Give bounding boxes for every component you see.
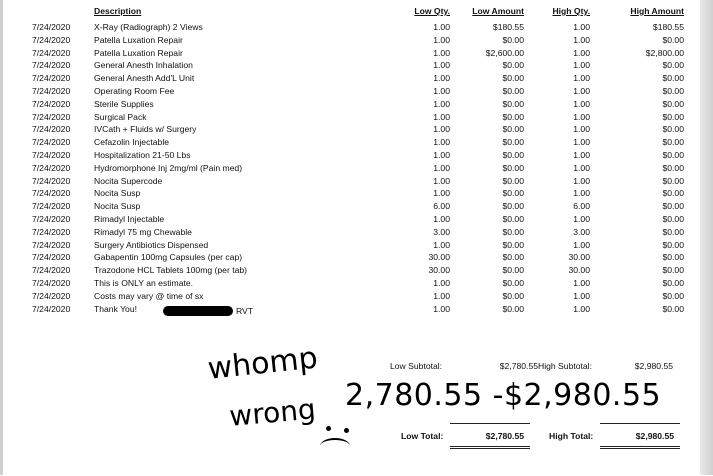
row-date: 7/24/2020 [32,239,71,250]
row-high-qty: 1.00 [573,239,590,250]
header-low-qty: Low Qty. [414,6,450,16]
row-high-amount: $0.00 [662,60,684,71]
row-date: 7/24/2020 [32,34,71,45]
row-low-amount: $0.00 [502,34,524,45]
row-high-amount: $0.00 [662,124,684,135]
redacted-signature [163,306,233,316]
frown-face-right-eye [344,428,349,433]
low-total-value: $2,780.55 [485,431,524,441]
row-low-qty: 1.00 [433,22,450,32]
row-low-amount: $0.00 [502,98,524,109]
row-low-qty: 1.00 [433,86,450,96]
signature-suffix: RVT [236,306,254,316]
high-total-label: High Total: [549,431,594,441]
row-date: 7/24/2020 [32,303,71,314]
row-description: This is ONLY an estimate. [94,278,194,288]
row-high-qty: 1.00 [573,278,590,288]
row-low-qty: 1.00 [433,34,450,45]
row-high-amount: $0.00 [662,239,684,250]
row-low-qty: 1.00 [433,73,450,84]
row-description: Gabapentin 100mg Capsules (per cap) [94,252,243,263]
row-high-qty: 1.00 [573,214,590,224]
header-high-amount: High Amount [630,6,684,16]
row-high-amount: $180.55 [652,22,684,32]
row-high-amount: $0.00 [662,252,684,263]
row-high-qty: 1.00 [573,124,590,135]
row-description: Rimadyl 75 mg Chewable [94,226,192,237]
high-subtotal-label: High Subtotal: [538,361,592,371]
low-total-label: Low Total: [401,431,444,441]
frown-face-left-eye [326,426,331,431]
row-low-amount: $0.00 [502,239,524,250]
row-low-qty: 1.00 [433,175,450,186]
row-low-qty: 1.00 [433,188,450,199]
row-low-amount: $0.00 [502,252,524,263]
row-low-amount: $0.00 [502,137,524,148]
row-low-amount: $0.00 [502,201,524,212]
row-high-qty: 1.00 [573,86,590,96]
row-low-amount: $0.00 [502,226,524,237]
high-total-rule-top [600,423,680,424]
row-high-qty: 1.00 [573,98,590,109]
page-right-edge [700,0,713,475]
row-low-amount: $0.00 [502,303,524,314]
row-description: IVCath + Fluids w/ Surgery [94,124,197,135]
row-high-amount: $0.00 [662,226,684,237]
row-low-qty: 1.00 [433,278,450,288]
row-date: 7/24/2020 [32,201,71,212]
row-high-amount: $0.00 [662,188,684,199]
row-date: 7/24/2020 [32,124,71,135]
row-description: Sterile Supplies [94,98,154,109]
row-date: 7/24/2020 [32,150,71,160]
row-low-qty: 1.00 [433,137,450,148]
row-low-amount: $2,600.00 [485,47,524,58]
row-date: 7/24/2020 [32,60,71,71]
row-low-amount: $0.00 [502,265,524,276]
header-high-qty: High Qty. [552,6,590,16]
row-high-amount: $0.00 [662,34,684,45]
low-total-rule-top [450,423,530,424]
row-low-qty: 1.00 [433,98,450,109]
frown-face-mouth [320,438,350,454]
row-high-qty: 1.00 [573,34,590,45]
row-description: Nocita Supercode [94,175,163,186]
row-high-amount: $0.00 [662,214,684,224]
row-description: General Anesth Add'L Unit [94,73,195,84]
row-date: 7/24/2020 [32,162,71,173]
row-low-qty: 1.00 [433,290,450,301]
row-description: Thank You! [94,303,138,314]
row-date: 7/24/2020 [32,290,71,301]
row-low-qty: 1.00 [433,162,450,173]
row-high-amount: $0.00 [662,73,684,84]
row-high-qty: 1.00 [573,175,590,186]
row-description: Nocita Susp [94,201,141,212]
high-total-rule-bottom-2 [600,448,680,449]
high-subtotal-value: $2,980.55 [634,361,673,371]
row-low-amount: $0.00 [502,214,524,224]
row-high-amount: $0.00 [662,265,684,276]
row-date: 7/24/2020 [32,175,71,186]
row-description: Cefazolin Injectable [94,137,170,148]
row-high-qty: 1.00 [573,162,590,173]
row-low-qty: 1.00 [433,150,450,160]
header-description: Description [94,6,142,16]
low-total-rule-bottom-2 [450,448,530,449]
row-date: 7/24/2020 [32,265,71,276]
handwriting-wrong: wrong [228,392,318,433]
row-date: 7/24/2020 [32,98,71,109]
row-high-qty: 1.00 [573,290,590,301]
row-high-qty: 1.00 [573,111,590,122]
row-low-amount: $0.00 [502,73,524,84]
row-high-qty: 30.00 [568,252,590,263]
row-low-amount: $0.00 [502,124,524,135]
row-low-amount: $0.00 [502,162,524,173]
row-high-amount: $0.00 [662,290,684,301]
row-high-amount: $0.00 [662,175,684,186]
header-low-amount: Low Amount [472,6,524,16]
row-high-amount: $0.00 [662,86,684,96]
row-date: 7/24/2020 [32,188,71,199]
row-description: Costs may vary @ time of sx [94,290,204,301]
row-description: X-Ray (Radiograph) 2 Views [94,22,203,32]
row-high-amount: $0.00 [662,150,684,160]
row-low-amount: $0.00 [502,175,524,186]
row-low-amount: $0.00 [502,278,524,288]
row-date: 7/24/2020 [32,47,71,58]
row-low-amount: $0.00 [502,60,524,71]
row-low-amount: $0.00 [502,86,524,96]
row-description: Surgical Pack [94,111,147,122]
page-left-edge [0,0,3,475]
row-high-qty: 1.00 [573,137,590,148]
row-high-qty: 6.00 [573,201,590,212]
row-high-qty: 1.00 [573,150,590,160]
row-high-qty: 1.00 [573,303,590,314]
handwriting-amount: 2,780.55 -$2,980.55 [345,378,662,413]
row-low-qty: 1.00 [433,239,450,250]
row-low-qty: 3.00 [433,226,450,237]
row-low-qty: 6.00 [433,201,450,212]
row-description: General Anesth Inhalation [94,60,193,71]
row-low-qty: 30.00 [428,252,450,263]
row-date: 7/24/2020 [32,137,71,148]
row-high-amount: $0.00 [662,278,684,288]
row-high-amount: $2,800.00 [645,47,684,58]
row-date: 7/24/2020 [32,73,71,84]
row-low-amount: $0.00 [502,150,524,160]
row-date: 7/24/2020 [32,226,71,237]
row-description: Rimadyl Injectable [94,214,165,224]
row-low-amount: $180.55 [492,22,524,32]
row-date: 7/24/2020 [32,22,71,32]
row-high-amount: $0.00 [662,111,684,122]
row-high-qty: 1.00 [573,73,590,84]
row-low-qty: 1.00 [433,214,450,224]
row-high-qty: 1.00 [573,60,590,71]
row-low-qty: 1.00 [433,303,450,314]
row-high-amount: $0.00 [662,303,684,314]
low-total-rule-bottom [450,446,530,447]
row-high-qty: 1.00 [573,47,590,58]
row-low-qty: 1.00 [433,111,450,122]
row-low-amount: $0.00 [502,111,524,122]
handwriting-whomp: whomp [206,340,320,387]
row-high-amount: $0.00 [662,201,684,212]
high-total-value: $2,980.55 [635,431,674,441]
row-description: Trazodone HCL Tablets 100mg (per tab) [94,265,248,276]
row-date: 7/24/2020 [32,111,71,122]
row-description: Patella Luxation Repair [94,47,183,58]
row-description: Operating Room Fee [94,86,175,96]
row-description: Surgery Antibiotics Dispensed [94,239,209,250]
row-low-qty: 1.00 [433,60,450,71]
row-low-amount: $0.00 [502,290,524,301]
row-date: 7/24/2020 [32,214,71,224]
row-low-amount: $0.00 [502,188,524,199]
row-high-qty: 1.00 [573,188,590,199]
row-description: Patella Luxation Repair [94,34,183,45]
row-description: Hydromorphone Inj 2mg/ml (Pain med) [94,162,243,173]
row-low-qty: 1.00 [433,47,450,58]
row-low-qty: 30.00 [428,265,450,276]
row-high-amount: $0.00 [662,137,684,148]
low-subtotal-label: Low Subtotal: [390,361,443,371]
row-date: 7/24/2020 [32,86,71,96]
row-high-amount: $0.00 [662,162,684,173]
row-date: 7/24/2020 [32,252,71,263]
low-subtotal-value: $2,780.55 [499,361,538,371]
row-high-qty: 3.00 [573,226,590,237]
row-description: Hospitalization 21-50 Lbs [94,150,191,160]
row-date: 7/24/2020 [32,278,71,288]
row-description: Nocita Susp [94,188,141,199]
high-total-rule-bottom [600,446,680,447]
row-high-amount: $0.00 [662,98,684,109]
row-high-qty: 30.00 [568,265,590,276]
row-low-qty: 1.00 [433,124,450,135]
row-high-qty: 1.00 [573,22,590,32]
